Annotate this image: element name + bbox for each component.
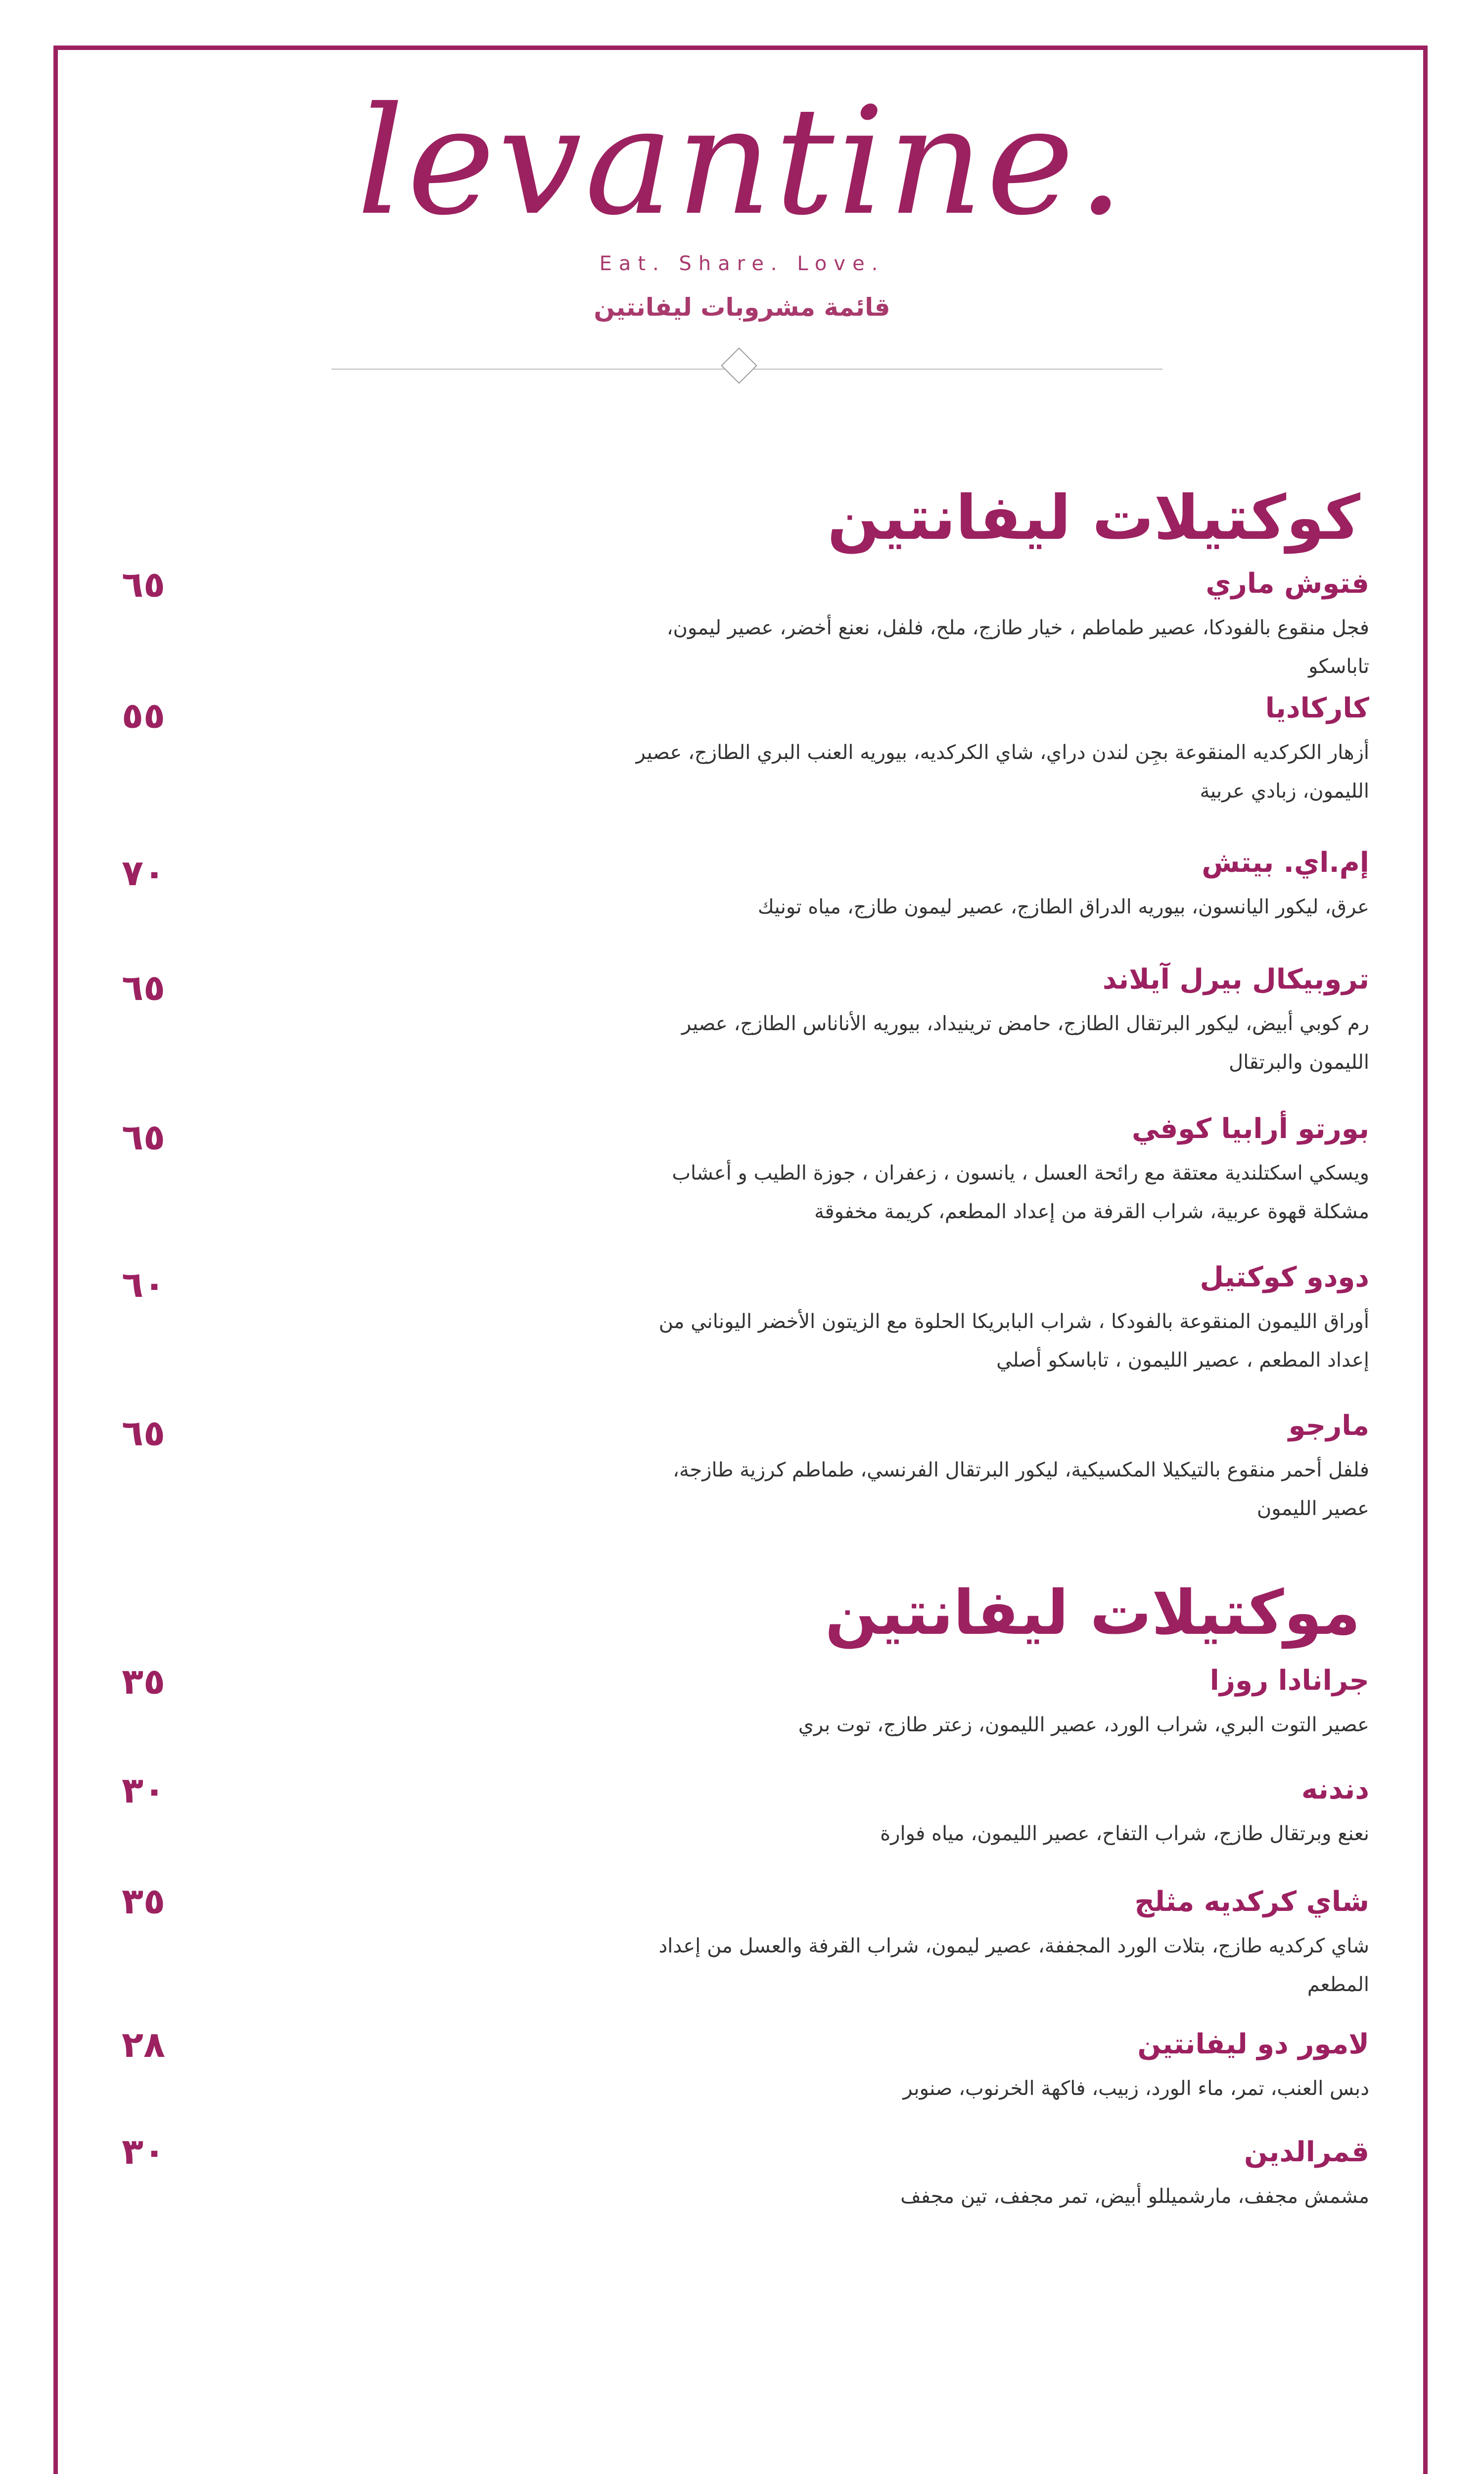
item-price: ٣٥ [122,1661,165,1702]
item-name: فتوش ماري [1206,568,1369,600]
item-name: كاركاديا [1265,692,1369,724]
item-description: نعنع وبرتقال طازج، شراب التفاح، عصير الليمون، مياه فوارة [880,1822,1369,1846]
item-price: ٦٥ [122,564,165,605]
logo-text: levantine. [357,75,1127,248]
item-description: ويسكي اسكتلندية معتقة مع رائحة العسل ، يانسون ، زعفران ، جوزة الطيب و أعشاب مشكلة قهوة عربية، شراب القرفة من إعداد المطعم، كريمة مخفوقة [672,1162,1369,1224]
menu-item [627,847,1369,926]
item-name: مارجو [1288,1410,1369,1442]
tagline: Eat. Share. Love. [599,252,885,275]
item-description: رم كوبي أبيض، ليكور البرتقال الطازج، حامض ترينيداد، بيوريه الأناناس الطازج، عصير الليمون والبرتقال [682,1012,1369,1074]
item-description: أوراق الليمون المنقوعة بالفودكا ، شراب البابريكا الحلوة مع الزيتون الأخضر اليوناني من إعداد المطعم ، عصير الليمون ، تاباسكو أصلي [658,1310,1369,1372]
section-title-cocktails: كوكتيلات ليفانتين [827,482,1360,554]
menu-subtitle: قائمة مشروبات ليفانتين [594,293,890,322]
item-price: ٧٠ [122,852,165,894]
menu-item [627,1410,1369,1528]
section-title-mocktails: موكتيلات ليفانتين [825,1577,1360,1649]
item-name: بورتو أرابيا كوفي [1131,1113,1369,1145]
menu-item [627,693,1369,810]
item-name: إم.اي. بيتش [1202,847,1369,879]
item-name: تروبيكال بيرل آيلاند [1102,963,1369,996]
item-description: مشمش مجفف، مارشميللو أبيض، تمر مجفف، تين مجفف [900,2185,1369,2208]
item-name: شاي كركديه مثلج [1134,1886,1369,1918]
levantine-logo [357,75,1127,248]
item-description: عرق، ليكور اليانسون، بيوريه الدراق الطازج، عصير ليمون طازج، مياه تونيك [757,896,1369,919]
item-description: دبس العنب، تمر، ماء الورد، زبيب، فاكهة الخرنوب، صنوبر [903,2077,1369,2100]
item-name: لامور دو ليفانتين [1137,2028,1369,2060]
item-description: فجل منقوع بالفودكا، عصير طماطم ، خيار طازج، ملح، فلفل، نعنع أخضر، عصير ليمون، تاباسكو [666,617,1369,678]
menu-header [0,75,1484,322]
item-name: دودو كوكتيل [1200,1261,1369,1293]
item-price: ٦٥ [122,967,165,1008]
menu-item [627,1774,1369,1853]
item-name: جرانادا روزا [1209,1665,1369,1697]
item-price: ٢٨ [122,2024,165,2065]
item-price: ٥٥ [122,695,165,736]
item-description: فلفل أحمر منقوع بالتيكيلا المكسيكية، ليكور البرتقال الفرنسي، طماطم كرزية طازجة، عصير الليمون [673,1459,1369,1521]
menu-item [627,1113,1369,1231]
item-price: ٣٠ [122,2131,165,2172]
item-price: ٦٠ [122,1264,165,1305]
menu-item [627,568,1369,686]
menu-border [53,46,1428,2474]
menu-item [627,964,1369,1082]
menu-item [627,1886,1369,2004]
item-description: عصير التوت البري، شراب الورد، عصير الليمون، زعتر طازج، توت بري [798,1713,1369,1737]
item-description: أزهار الكركديه المنقوعة بجِن لندن دراي، شاي الكركديه، بيوريه العنب البري الطازج، عصير الليمون، زبادي عربية [636,741,1369,803]
item-name: قمرالدين [1244,2136,1369,2168]
item-price: ٦٥ [122,1116,165,1158]
menu-item [627,1262,1369,1380]
item-price: ٦٥ [122,1412,165,1454]
menu-item [627,2029,1369,2108]
item-name: دندنه [1301,1773,1369,1806]
item-price: ٣٠ [122,1769,165,1811]
menu-item [627,1665,1369,1744]
menu-item [627,2137,1369,2216]
item-description: شاي كركديه طازج، بتلات الورد المجففة، عصير ليمون، شراب القرفة والعسل من إعداد المطعم [658,1935,1369,1997]
item-price: ٣٥ [122,1880,165,1922]
